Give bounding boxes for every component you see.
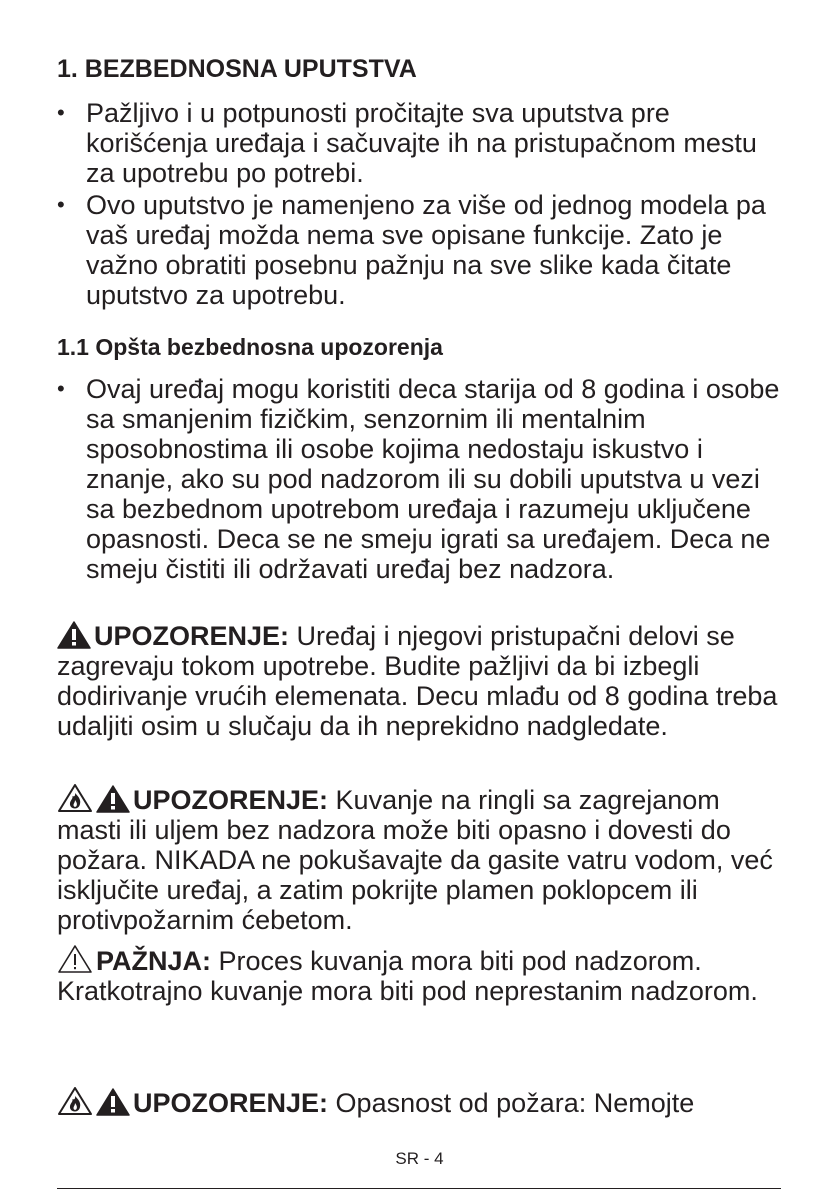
footer-divider (57, 1188, 781, 1189)
list-item: • Ovo uputstvo je namenjeno za više od jednog modela pa vaš uređaj možda nema sve opisane funkcije. Zato je važno obratiti posebnu pažnju na sve slike kada čitate uputstvo za upotrebu. (57, 190, 785, 310)
warning-label: UPOZORENJE: (133, 1088, 329, 1118)
warning-icon (96, 1088, 130, 1116)
caution-paragraph (57, 944, 787, 1006)
safety-bullet-list (57, 374, 785, 584)
warning-paragraph (57, 783, 787, 935)
warning-text: Kuvanje na ringli sa zagrejanom masti ili uljem bez nadzora može biti opasno i dovesti do požara. NIKADA ne pokušavajte da gasite vatru vodom, već isključite uređaj, a zatim pokrijte plamen poklopcem ili protivpožarnim ćebetom. (57, 785, 773, 935)
warning-text: Opasnost od požara: Nemojte (335, 1088, 695, 1118)
caution-text: Proces kuvanja mora biti pod nadzorom. Kratkotrajno kuvanje mora biti pod neprestanim nadzorom. (57, 946, 758, 1006)
warning-label: UPOZORENJE: (133, 785, 329, 815)
subsection-heading: 1.1 Opšta bezbednosna upozorenja (57, 334, 443, 360)
warning-icon (57, 621, 91, 649)
caution-icon (57, 944, 93, 974)
list-item: • Ovaj uređaj mogu koristiti deca starija od 8 godina i osobe sa smanjenim fizičkim, senzornim ili mentalnim sposobnostima ili osobe kojima nedostaju iskustvo i znanje, ako su pod nadzorom ili su dobili uputstva u vezi sa bezbednom upotrebom uređaja i razumeju uključene opasnosti. Deca se ne smeju igrati sa uređajem. Deca ne smeju čistiti ili održavati uređaj bez nadzora. (57, 374, 785, 584)
warning-paragraph (57, 621, 787, 741)
warning-icon (96, 785, 130, 813)
intro-bullet-list (57, 98, 785, 312)
section-heading: 1. BEZBEDNOSNA UPUTSTVA (57, 55, 417, 83)
warning-label: UPOZORENJE: (94, 621, 290, 651)
fire-hazard-icon (57, 1086, 93, 1116)
warning-paragraph (57, 1086, 787, 1118)
caution-label: PAŽNJA: (96, 946, 212, 976)
list-item: • Pažljivo i u potpunosti pročitajte sva uputstva pre korišćenja uređaja i sačuvajte ih na pristupačnom mestu za upotrebu po potrebi. (57, 98, 785, 188)
page-number: SR - 4 (395, 1149, 444, 1168)
fire-hazard-icon (57, 783, 93, 813)
warning-text: Uređaj i njegovi pristupačni delovi se zagrevaju tokom upotrebe. Budite pažljivi da bi izbegli dodirivanje vrućih elemenata. Decu mlađu od 8 godina treba udaljiti osim u slučaju da ih neprekidno nadgledate. (57, 621, 778, 741)
